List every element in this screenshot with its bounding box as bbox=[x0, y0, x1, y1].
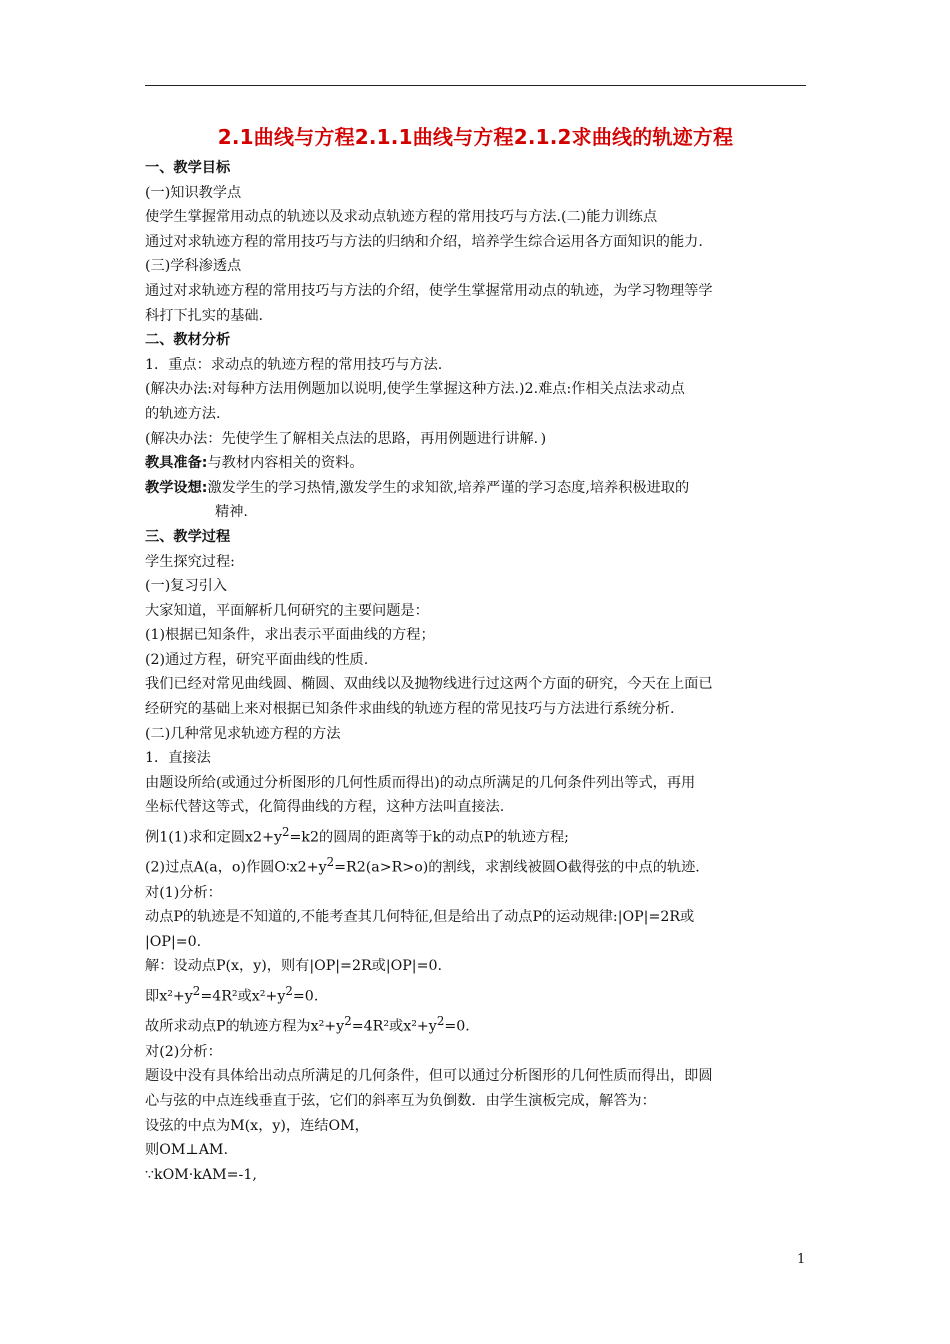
paragraph: 对(2)分析： bbox=[145, 1043, 222, 1060]
equation-line bbox=[145, 1009, 806, 1039]
math-text: =k2的圆周的距离等于k的动点P的轨迹方程; bbox=[289, 829, 569, 846]
paragraph: (2)通过方程，研究平面曲线的性质. bbox=[145, 651, 369, 668]
superscript: 2 bbox=[436, 1014, 445, 1029]
idea-line-cont: 精神. bbox=[215, 504, 248, 521]
section-heading-process: 三、教学过程 bbox=[145, 528, 231, 545]
paragraph: 学生探究过程: bbox=[145, 553, 235, 570]
example-1-part-1 bbox=[145, 820, 806, 850]
paragraph: |OP|=0. bbox=[145, 933, 202, 950]
header-rule bbox=[145, 85, 806, 86]
section-heading-objectives: 一、教学目标 bbox=[145, 160, 231, 176]
paragraph: 我们已经对常见曲线圆、椭圆、双曲线以及抛物线进行过这两个方面的研究，今天在上面已 bbox=[145, 676, 713, 693]
tools-line bbox=[145, 451, 806, 476]
idea-line bbox=[145, 476, 806, 501]
math-text: 例1(1)求和定圆x2+y bbox=[145, 829, 282, 846]
idea-label: 教学设想: bbox=[145, 479, 208, 496]
math-text: =0. bbox=[292, 988, 319, 1005]
paragraph: (一)复习引入 bbox=[145, 578, 228, 595]
superscript: 2 bbox=[344, 1014, 352, 1029]
paragraph: (三)学科渗透点 bbox=[145, 258, 242, 275]
tools-text: 与教材内容相关的资料。 bbox=[207, 455, 364, 472]
superscript: 2 bbox=[285, 984, 293, 999]
paragraph: 1．直接法 bbox=[145, 750, 211, 767]
paragraph: 使学生掌握常用动点的轨迹以及求动点轨迹方程的常用技巧与方法.(二)能力训练点 bbox=[145, 209, 658, 226]
paragraph: 设弦的中点为M(x，y)，连结OM， bbox=[145, 1117, 369, 1134]
paragraph: 经研究的基础上来对根据已知条件求曲线的轨迹方程的常见技巧与方法进行系统分析. bbox=[145, 701, 675, 718]
math-text: 故所求动点P的轨迹方程为x²+y bbox=[145, 1019, 345, 1036]
section-heading-analysis: 二、教材分析 bbox=[145, 332, 231, 349]
math-text: =4R²或x²+y bbox=[200, 988, 286, 1005]
paragraph: ∵kOM·kAM=-1, bbox=[145, 1166, 257, 1183]
paragraph: 科打下扎实的基础. bbox=[145, 307, 264, 324]
paragraph: 则OM⊥AM. bbox=[145, 1142, 228, 1159]
math-text: =4R²或x²+y bbox=[351, 1019, 437, 1036]
paragraph: 心与弦的中点连线垂直于弦，它们的斜率互为负倒数．由学生演板完成，解答为： bbox=[145, 1092, 656, 1109]
document-title: 2.1曲线与方程2.1.1曲线与方程2.1.2求曲线的轨迹方程 bbox=[217, 125, 734, 149]
paragraph: (解决办法：先使学生了解相关点法的思路，再用例题进行讲解．) bbox=[145, 430, 547, 447]
paragraph: 大家知道，平面解析几何研究的主要问题是： bbox=[145, 602, 429, 619]
paragraph: 对(1)分析： bbox=[145, 884, 222, 901]
paragraph: 由题设所给(或通过分析图形的几何性质而得出)的动点所满足的几何条件列出等式，再用 bbox=[145, 774, 696, 791]
math-text: =R2(a>R>o)的割线，求割线被圆O截得弦的中点的轨迹. bbox=[334, 860, 700, 877]
paragraph: (1)根据已知条件，求出表示平面曲线的方程； bbox=[145, 627, 435, 644]
idea-text: 激发学生的学习热情,激发学生的求知欲,培养严谨的学习态度,培养积极进取的 bbox=[207, 479, 690, 496]
tools-label: 教具准备: bbox=[145, 455, 208, 472]
example-1-part-2 bbox=[145, 850, 806, 880]
paragraph: 的轨迹方法. bbox=[145, 405, 221, 422]
equation-line bbox=[145, 979, 806, 1009]
superscript: 2 bbox=[282, 825, 290, 840]
math-text: =0. bbox=[444, 1019, 470, 1036]
paragraph: (二)几种常见求轨迹方程的方法 bbox=[145, 725, 341, 742]
document-body bbox=[145, 120, 806, 1187]
paragraph: 题设中没有具体给出动点所满足的几何条件，但可以通过分析图形的几何性质而得出，即圆 bbox=[145, 1068, 713, 1085]
math-text: (2)过点A(a，o)作圆O∶x2+y bbox=[145, 860, 327, 877]
page-number: 1 bbox=[797, 1252, 806, 1267]
paragraph: (一)知识教学点 bbox=[145, 184, 242, 201]
paragraph: 解：设动点P(x，y)，则有|OP|=2R或|OP|=0. bbox=[145, 958, 443, 975]
math-text: 即x²+y bbox=[145, 988, 193, 1005]
paragraph: 通过对求轨迹方程的常用技巧与方法的归纳和介绍，培养学生综合运用各方面知识的能力. bbox=[145, 233, 703, 250]
paragraph: (解决办法:对每种方法用例题加以说明,使学生掌握这种方法.)2.难点:作相关点法求动点 bbox=[145, 381, 685, 398]
paragraph: 1．重点：求动点的轨迹方程的常用技巧与方法. bbox=[145, 356, 443, 373]
superscript: 2 bbox=[326, 855, 335, 870]
paragraph: 动点P的轨迹是不知道的,不能考查其几何特征,但是给出了动点P的运动规律:|OP|=2R或 bbox=[145, 909, 695, 926]
superscript: 2 bbox=[192, 984, 201, 999]
paragraph: 通过对求轨迹方程的常用技巧与方法的介绍，使学生掌握常用动点的轨迹，为学习物理等学 bbox=[145, 282, 713, 299]
paragraph: 坐标代替这等式，化简得曲线的方程，这种方法叫直接法. bbox=[145, 799, 505, 816]
